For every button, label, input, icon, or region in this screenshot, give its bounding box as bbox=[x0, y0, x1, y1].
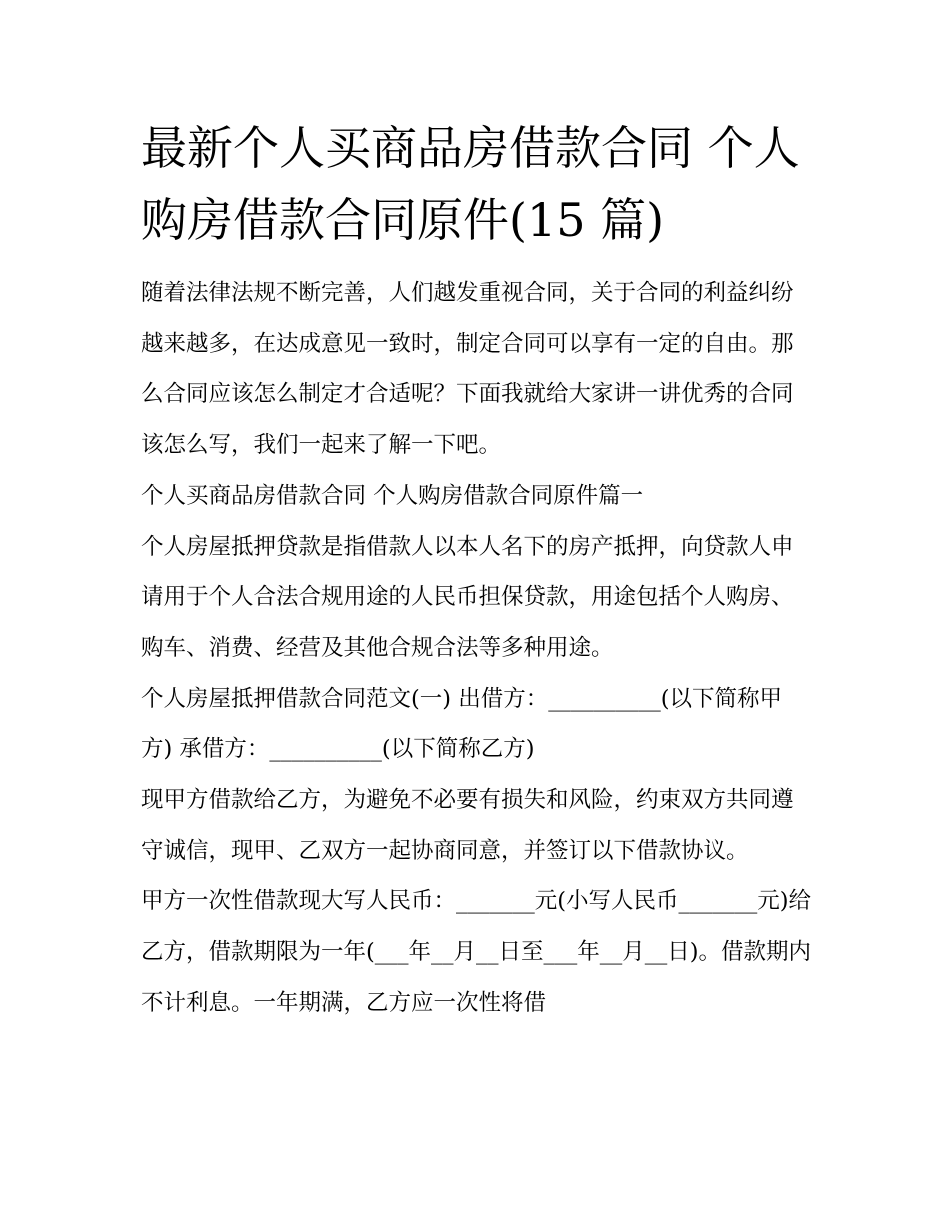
agreement-paragraph: 现甲方借款给乙方，为避免不必要有损失和风险，约束双方共同遵守诚信，现甲、乙双方一起协商同意，并签订以下借款协议。 bbox=[141, 787, 794, 864]
document-content bbox=[141, 112, 813, 1029]
section-heading: 个人买商品房借款合同 个人购房借款合同原件篇一 bbox=[141, 482, 644, 509]
mortgage-definition-paragraph: 个人房屋抵押贷款是指借款人以本人名下的房产抵押，向贷款人申请用于个人合法合规用途的人民币担保贷款，用途包括个人购房、购车、消费、经营及其他合规合法等多种用途。 bbox=[141, 533, 794, 661]
title-block bbox=[141, 112, 813, 256]
document-title: 最新个人买商品房借款合同 个人购房借款合同原件(15 篇) bbox=[141, 121, 800, 247]
loan-amount-paragraph: 甲方一次性借款现大写人民币：_______元(小写人民币_______元)给乙方，借款期限为一年(___年__月__日至___年__月__日)。借款期内不计利息。一年期满，乙方应一次性将借 bbox=[141, 888, 812, 1016]
intro-paragraph: 随着法律法规不断完善，人们越发重视合同，关于合同的利益纠纷越来越多，在达成意见一致时，制定合同可以享有一定的自由。那么合同应该怎么制定才合适呢？下面我就给大家讲一讲优秀的合同该怎么写，我们一起来了解一下吧。 bbox=[141, 280, 794, 459]
parties-paragraph: 个人房屋抵押借款合同范文(一) 出借方：__________(以下简称甲方) 承借方：__________(以下简称乙方) bbox=[141, 685, 782, 763]
